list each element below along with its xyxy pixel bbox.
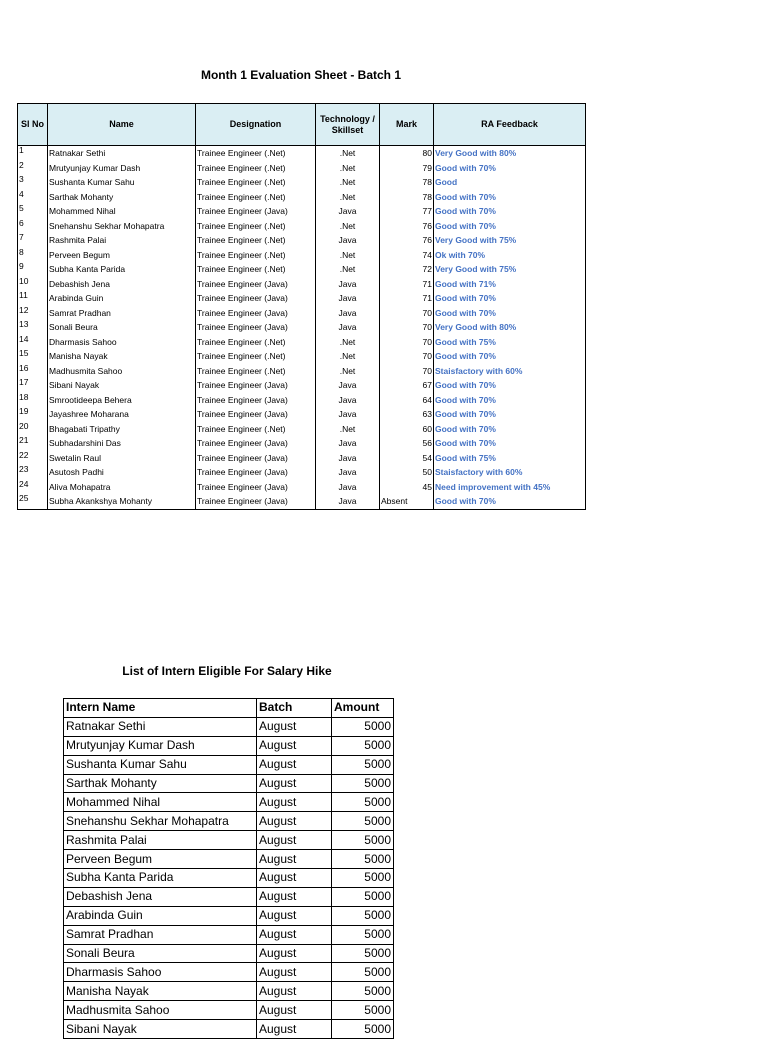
table-row [18, 190, 586, 205]
table-row [18, 277, 586, 292]
table-row [64, 812, 394, 831]
batch-cell: August [257, 944, 332, 963]
table-row [18, 233, 586, 248]
table-row [18, 335, 586, 350]
mark-cell: 45 [380, 480, 434, 495]
technology-cell: Java [316, 378, 380, 393]
ra-feedback-cell: Very Good with 80% [434, 320, 586, 335]
designation-cell: Trainee Engineer (Java) [196, 407, 316, 422]
table-row [64, 982, 394, 1001]
amount-cell: 5000 [332, 774, 394, 793]
amount-cell: 5000 [332, 887, 394, 906]
sl-no-cell: 22 [18, 451, 48, 466]
sl-no-cell: 13 [18, 320, 48, 335]
ra-feedback-cell: Good with 70% [434, 422, 586, 437]
technology-cell: .Net [316, 262, 380, 277]
designation-cell: Trainee Engineer (.Net) [196, 364, 316, 379]
sl-no-cell: 10 [18, 277, 48, 292]
mark-cell: 70 [380, 349, 434, 364]
table-row [64, 1001, 394, 1020]
sl-no-cell: 4 [18, 190, 48, 205]
intern-name-cell: Sushanta Kumar Sahu [64, 755, 257, 774]
technology-cell: .Net [316, 248, 380, 263]
table-row [18, 248, 586, 263]
sl-no-cell: 6 [18, 219, 48, 234]
amount-cell: 5000 [332, 793, 394, 812]
header-designation: Designation [196, 104, 316, 146]
technology-cell: Java [316, 320, 380, 335]
mark-cell: 70 [380, 320, 434, 335]
designation-cell: Trainee Engineer (.Net) [196, 262, 316, 277]
ra-feedback-cell: Very Good with 80% [434, 146, 586, 161]
name-cell: Ratnakar Sethi [48, 146, 196, 161]
ra-feedback-cell: Good with 70% [434, 436, 586, 451]
ra-feedback-cell: Good [434, 175, 586, 190]
name-cell: Sonali Beura [48, 320, 196, 335]
ra-feedback-cell: Good with 70% [434, 291, 586, 306]
table-row [64, 850, 394, 869]
mark-cell: 74 [380, 248, 434, 263]
name-cell: Rashmita Palai [48, 233, 196, 248]
amount-cell: 5000 [332, 755, 394, 774]
amount-cell: 5000 [332, 831, 394, 850]
technology-cell: Java [316, 436, 380, 451]
name-cell: Manisha Nayak [48, 349, 196, 364]
batch-cell: August [257, 755, 332, 774]
technology-cell: Java [316, 393, 380, 408]
amount-cell: 5000 [332, 963, 394, 982]
ra-feedback-cell: Good with 75% [434, 335, 586, 350]
sl-no-cell: 11 [18, 291, 48, 306]
evaluation-table [17, 103, 586, 510]
sl-no-cell: 12 [18, 306, 48, 321]
mark-cell: 72 [380, 262, 434, 277]
header-ra-feedback: RA Feedback [434, 104, 586, 146]
designation-cell: Trainee Engineer (Java) [196, 291, 316, 306]
technology-cell: Java [316, 291, 380, 306]
table-row [64, 925, 394, 944]
mark-cell: 71 [380, 277, 434, 292]
sl-no-cell: 14 [18, 335, 48, 350]
sl-no-cell: 16 [18, 364, 48, 379]
designation-cell: Trainee Engineer (.Net) [196, 349, 316, 364]
intern-name-cell: Dharmasis Sahoo [64, 963, 257, 982]
mark-cell: 70 [380, 306, 434, 321]
designation-cell: Trainee Engineer (Java) [196, 320, 316, 335]
designation-cell: Trainee Engineer (Java) [196, 494, 316, 509]
name-cell: Mrutyunjay Kumar Dash [48, 161, 196, 176]
technology-cell: .Net [316, 422, 380, 437]
ra-feedback-cell: Good with 70% [434, 393, 586, 408]
table-row [18, 320, 586, 335]
ra-feedback-cell: Good with 75% [434, 451, 586, 466]
name-cell: Swetalin Raul [48, 451, 196, 466]
technology-cell: Java [316, 306, 380, 321]
header-intern-name: Intern Name [64, 699, 257, 718]
intern-name-cell: Mohammed Nihal [64, 793, 257, 812]
name-cell: Dharmasis Sahoo [48, 335, 196, 350]
name-cell: Sarthak Mohanty [48, 190, 196, 205]
amount-cell: 5000 [332, 982, 394, 1001]
ra-feedback-cell: Good with 71% [434, 277, 586, 292]
technology-cell: Java [316, 277, 380, 292]
sl-no-cell: 23 [18, 465, 48, 480]
mark-cell: 79 [380, 161, 434, 176]
evaluation-header-row [18, 104, 586, 146]
batch-cell: August [257, 906, 332, 925]
table-row [18, 422, 586, 437]
designation-cell: Trainee Engineer (.Net) [196, 175, 316, 190]
name-cell: Jayashree Moharana [48, 407, 196, 422]
ra-feedback-cell: Ok with 70% [434, 248, 586, 263]
amount-cell: 5000 [332, 925, 394, 944]
mark-cell: 56 [380, 436, 434, 451]
table-row [18, 146, 586, 161]
ra-feedback-cell: Good with 70% [434, 204, 586, 219]
technology-cell: Java [316, 480, 380, 495]
table-row [18, 291, 586, 306]
ra-feedback-cell: Very Good with 75% [434, 233, 586, 248]
name-cell: Debashish Jena [48, 277, 196, 292]
amount-cell: 5000 [332, 736, 394, 755]
ra-feedback-cell: Staisfactory with 60% [434, 364, 586, 379]
batch-cell: August [257, 963, 332, 982]
table-row [18, 364, 586, 379]
name-cell: Aliva Mohapatra [48, 480, 196, 495]
name-cell: Snehanshu Sekhar Mohapatra [48, 219, 196, 234]
designation-cell: Trainee Engineer (.Net) [196, 219, 316, 234]
technology-cell: Java [316, 407, 380, 422]
mark-cell: 78 [380, 190, 434, 205]
header-name: Name [48, 104, 196, 146]
sl-no-cell: 21 [18, 436, 48, 451]
designation-cell: Trainee Engineer (.Net) [196, 161, 316, 176]
name-cell: Subha Akankshya Mohanty [48, 494, 196, 509]
mark-cell: 71 [380, 291, 434, 306]
intern-name-cell: Samrat Pradhan [64, 925, 257, 944]
table-row [18, 204, 586, 219]
table-row [64, 963, 394, 982]
intern-name-cell: Arabinda Guin [64, 906, 257, 925]
technology-cell: .Net [316, 364, 380, 379]
designation-cell: Trainee Engineer (Java) [196, 204, 316, 219]
designation-cell: Trainee Engineer (.Net) [196, 190, 316, 205]
batch-cell: August [257, 869, 332, 888]
batch-cell: August [257, 925, 332, 944]
table-row [64, 869, 394, 888]
amount-cell: 5000 [332, 869, 394, 888]
sl-no-cell: 19 [18, 407, 48, 422]
sl-no-cell: 15 [18, 349, 48, 364]
table-row [18, 262, 586, 277]
intern-name-cell: Rashmita Palai [64, 831, 257, 850]
amount-cell: 5000 [332, 906, 394, 925]
batch-cell: August [257, 812, 332, 831]
name-cell: Perveen Begum [48, 248, 196, 263]
technology-cell: Java [316, 494, 380, 509]
designation-cell: Trainee Engineer (.Net) [196, 422, 316, 437]
intern-name-cell: Mrutyunjay Kumar Dash [64, 736, 257, 755]
designation-cell: Trainee Engineer (Java) [196, 436, 316, 451]
table-row [18, 306, 586, 321]
hike-header-row [64, 699, 394, 718]
designation-cell: Trainee Engineer (Java) [196, 378, 316, 393]
table-row [64, 736, 394, 755]
ra-feedback-cell: Need improvement with 45% [434, 480, 586, 495]
sl-no-cell: 9 [18, 262, 48, 277]
designation-cell: Trainee Engineer (Java) [196, 393, 316, 408]
technology-cell: Java [316, 451, 380, 466]
sl-no-cell: 24 [18, 480, 48, 495]
table-row [64, 944, 394, 963]
batch-cell: August [257, 774, 332, 793]
table-row [64, 906, 394, 925]
table-row [64, 774, 394, 793]
mark-cell: 64 [380, 393, 434, 408]
table-row [18, 480, 586, 495]
mark-cell: 77 [380, 204, 434, 219]
header-sl-no: Sl No [18, 104, 48, 146]
sl-no-cell: 18 [18, 393, 48, 408]
ra-feedback-cell: Good with 70% [434, 494, 586, 509]
salary-hike-table [63, 698, 394, 1039]
technology-cell: .Net [316, 190, 380, 205]
designation-cell: Trainee Engineer (.Net) [196, 248, 316, 263]
ra-feedback-cell: Good with 70% [434, 161, 586, 176]
mark-cell: 63 [380, 407, 434, 422]
name-cell: Mohammed Nihal [48, 204, 196, 219]
intern-name-cell: Sonali Beura [64, 944, 257, 963]
batch-cell: August [257, 793, 332, 812]
sl-no-cell: 5 [18, 204, 48, 219]
technology-cell: .Net [316, 335, 380, 350]
ra-feedback-cell: Very Good with 75% [434, 262, 586, 277]
technology-cell: .Net [316, 146, 380, 161]
intern-name-cell: Madhusmita Sahoo [64, 1001, 257, 1020]
mark-cell: 76 [380, 219, 434, 234]
name-cell: Subhadarshini Das [48, 436, 196, 451]
table-row [64, 717, 394, 736]
designation-cell: Trainee Engineer (Java) [196, 465, 316, 480]
table-row [18, 494, 586, 509]
technology-cell: .Net [316, 219, 380, 234]
mark-cell: 70 [380, 335, 434, 350]
name-cell: Sushanta Kumar Sahu [48, 175, 196, 190]
ra-feedback-cell: Good with 70% [434, 378, 586, 393]
intern-name-cell: Sarthak Mohanty [64, 774, 257, 793]
header-technology: Technology / Skillset [316, 104, 380, 146]
intern-name-cell: Ratnakar Sethi [64, 717, 257, 736]
ra-feedback-cell: Staisfactory with 60% [434, 465, 586, 480]
intern-name-cell: Snehanshu Sekhar Mohapatra [64, 812, 257, 831]
amount-cell: 5000 [332, 850, 394, 869]
designation-cell: Trainee Engineer (Java) [196, 480, 316, 495]
sl-no-cell: 20 [18, 422, 48, 437]
table-row [64, 793, 394, 812]
header-amount: Amount [332, 699, 394, 718]
sl-no-cell: 7 [18, 233, 48, 248]
mark-cell: 50 [380, 465, 434, 480]
table-row [18, 378, 586, 393]
evaluation-table-body [18, 146, 586, 510]
batch-cell: August [257, 831, 332, 850]
amount-cell: 5000 [332, 717, 394, 736]
designation-cell: Trainee Engineer (Java) [196, 277, 316, 292]
intern-name-cell: Subha Kanta Parida [64, 869, 257, 888]
ra-feedback-cell: Good with 70% [434, 306, 586, 321]
designation-cell: Trainee Engineer (Java) [196, 451, 316, 466]
mark-cell: Absent [380, 494, 434, 509]
name-cell: Madhusmita Sahoo [48, 364, 196, 379]
evaluation-sheet-title: Month 1 Evaluation Sheet - Batch 1 [200, 68, 402, 82]
table-row [18, 349, 586, 364]
table-row [18, 219, 586, 234]
ra-feedback-cell: Good with 70% [434, 407, 586, 422]
table-row [18, 465, 586, 480]
mark-cell: 60 [380, 422, 434, 437]
header-batch: Batch [257, 699, 332, 718]
technology-cell: .Net [316, 161, 380, 176]
amount-cell: 5000 [332, 944, 394, 963]
ra-feedback-cell: Good with 70% [434, 190, 586, 205]
name-cell: Smrootideepa Behera [48, 393, 196, 408]
sl-no-cell: 8 [18, 248, 48, 263]
amount-cell: 5000 [332, 812, 394, 831]
technology-cell: .Net [316, 175, 380, 190]
name-cell: Samrat Pradhan [48, 306, 196, 321]
table-row [18, 175, 586, 190]
sl-no-cell: 2 [18, 161, 48, 176]
intern-name-cell: Perveen Begum [64, 850, 257, 869]
batch-cell: August [257, 850, 332, 869]
sl-no-cell: 25 [18, 494, 48, 509]
name-cell: Sibani Nayak [48, 378, 196, 393]
batch-cell: August [257, 736, 332, 755]
designation-cell: Trainee Engineer (.Net) [196, 146, 316, 161]
technology-cell: Java [316, 465, 380, 480]
name-cell: Bhagabati Tripathy [48, 422, 196, 437]
designation-cell: Trainee Engineer (.Net) [196, 335, 316, 350]
table-row [18, 436, 586, 451]
designation-cell: Trainee Engineer (Java) [196, 306, 316, 321]
sl-no-cell: 3 [18, 175, 48, 190]
mark-cell: 54 [380, 451, 434, 466]
batch-cell: August [257, 1020, 332, 1039]
table-row [18, 451, 586, 466]
intern-name-cell: Manisha Nayak [64, 982, 257, 1001]
intern-name-cell: Sibani Nayak [64, 1020, 257, 1039]
amount-cell: 5000 [332, 1020, 394, 1039]
table-row [64, 1020, 394, 1039]
mark-cell: 76 [380, 233, 434, 248]
ra-feedback-cell: Good with 70% [434, 349, 586, 364]
sl-no-cell: 17 [18, 378, 48, 393]
technology-cell: Java [316, 204, 380, 219]
ra-feedback-cell: Good with 70% [434, 219, 586, 234]
intern-name-cell: Debashish Jena [64, 887, 257, 906]
table-row [18, 161, 586, 176]
mark-cell: 67 [380, 378, 434, 393]
batch-cell: August [257, 982, 332, 1001]
table-row [64, 831, 394, 850]
table-row [18, 407, 586, 422]
salary-hike-table-body [64, 717, 394, 1038]
amount-cell: 5000 [332, 1001, 394, 1020]
batch-cell: August [257, 1001, 332, 1020]
header-mark: Mark [380, 104, 434, 146]
table-row [18, 393, 586, 408]
name-cell: Arabinda Guin [48, 291, 196, 306]
technology-cell: .Net [316, 349, 380, 364]
table-row [64, 887, 394, 906]
technology-cell: Java [316, 233, 380, 248]
sl-no-cell: 1 [18, 146, 48, 161]
name-cell: Asutosh Padhi [48, 465, 196, 480]
designation-cell: Trainee Engineer (.Net) [196, 233, 316, 248]
mark-cell: 78 [380, 175, 434, 190]
batch-cell: August [257, 887, 332, 906]
name-cell: Subha Kanta Parida [48, 262, 196, 277]
table-row [64, 755, 394, 774]
mark-cell: 80 [380, 146, 434, 161]
batch-cell: August [257, 717, 332, 736]
salary-hike-title: List of Intern Eligible For Salary Hike [122, 664, 332, 678]
mark-cell: 70 [380, 364, 434, 379]
